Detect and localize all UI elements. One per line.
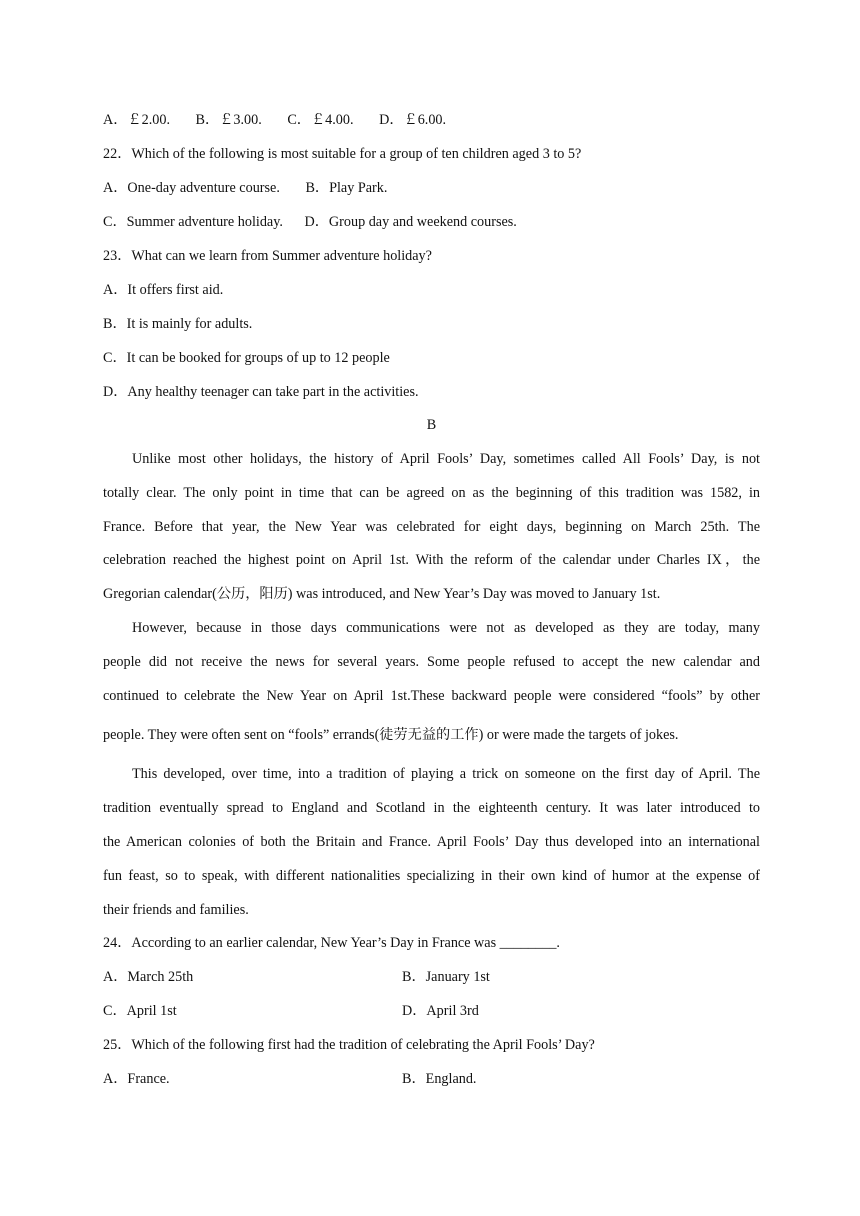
section-heading: B xyxy=(426,417,437,433)
q21-option-b: B．￡3.00. xyxy=(195,112,262,128)
q24-option-c: C．April 1st xyxy=(103,1003,177,1019)
q22-option-b: B．Play Park. xyxy=(305,180,388,196)
paragraph-line: Gregorian calendar(公历，阳历) was introduced, and New Year’s Day was moved to January 1st. xyxy=(103,586,661,602)
q22-option-c: C．Summer adventure holiday. xyxy=(103,214,283,230)
q25-option-b: B．England. xyxy=(402,1071,477,1087)
q24-options-row2 xyxy=(103,1002,760,1020)
q24-option-b: B．January 1st xyxy=(402,969,490,985)
paragraph-line: celebration reached the highest point on April 1st. With the reform of the calendar under Charles IX，the xyxy=(103,552,760,568)
q24-options-row1 xyxy=(103,968,760,986)
paragraph-line: fun feast, so to speak, with different nationalities specializing in their own kind of humor at the expense of xyxy=(103,868,760,884)
q24-option-a: A．March 25th xyxy=(103,969,194,985)
paragraph-line: continued to celebrate the New Year on April 1st.These backward people were considered “fools” by other xyxy=(103,688,760,704)
q24-question: 24．According to an earlier calendar, New Year’s Day in France was ________. xyxy=(103,935,560,951)
q22-question: 22．Which of the following is most suitable for a group of ten children aged 3 to 5? xyxy=(103,146,582,162)
paragraph-line: Unlike most other holidays, the history of April Fools’ Day, sometimes called All Fools’ Day, is not xyxy=(132,451,760,467)
q22-option-a: A．One-day adventure course. xyxy=(103,180,280,196)
paragraph-line: the American colonies of both the Britain and France. April Fools’ Day thus developed into an international xyxy=(103,834,760,850)
paragraph-line: people did not receive the news for several years. Some people refused to accept the new calendar and xyxy=(103,654,760,670)
paragraph-line: totally clear. The only point in time that can be agreed on as the beginning of this tradition was 1582, in xyxy=(103,485,760,501)
q23-option-b: B．It is mainly for adults. xyxy=(103,316,253,332)
q23-option-a: A．It offers first aid. xyxy=(103,282,224,298)
q21-option-c: C．￡4.00. xyxy=(287,112,354,128)
q25-options-row1 xyxy=(103,1070,760,1088)
paragraph-line: However, because in those days communications were not as developed as they are today, many xyxy=(132,620,760,636)
q21-options xyxy=(103,111,446,129)
paragraph-line: This developed, over time, into a tradition of playing a trick on someone on the first day of April. The xyxy=(132,766,760,782)
q24-option-d: D．April 3rd xyxy=(402,1003,479,1019)
q21-option-d: D．￡6.00. xyxy=(379,112,447,128)
paragraph-line: France. Before that year, the New Year was celebrated for eight days, beginning on March 25th. The xyxy=(103,519,760,535)
q21-option-a: A．￡2.00. xyxy=(103,112,170,128)
paragraph-line: people. They were often sent on “fools” errands(徒劳无益的工作) or were made the targets of jokes. xyxy=(103,727,679,743)
q22-options-row2 xyxy=(103,213,517,231)
q23-question: 23．What can we learn from Summer adventure holiday? xyxy=(103,248,432,264)
paragraph-line: tradition eventually spread to England and Scotland in the eighteenth century. It was later introduced to xyxy=(103,800,760,816)
paragraph-line: their friends and families. xyxy=(103,902,249,918)
q25-option-a: A．France. xyxy=(103,1071,170,1087)
q22-options-row1 xyxy=(103,179,387,197)
q25-question: 25．Which of the following first had the tradition of celebrating the April Fools’ Day? xyxy=(103,1037,595,1053)
q22-option-d: D．Group day and weekend courses. xyxy=(304,214,517,230)
q23-option-c: C．It can be booked for groups of up to 12 people xyxy=(103,350,390,366)
q23-option-d: D．Any healthy teenager can take part in the activities. xyxy=(103,384,419,400)
